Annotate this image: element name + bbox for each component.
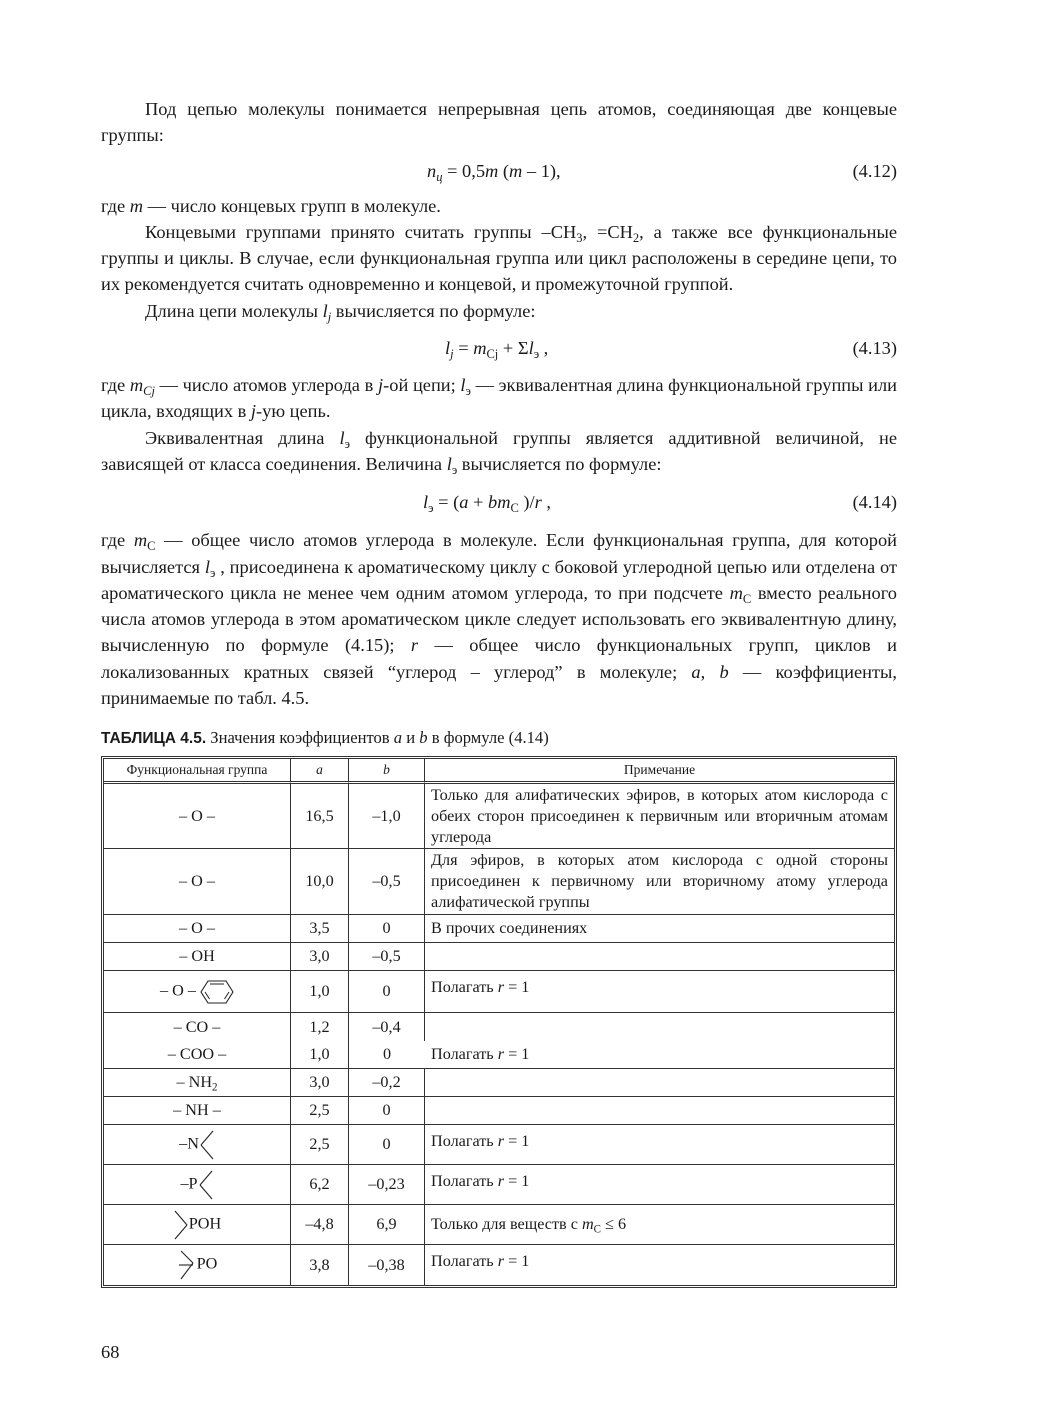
cell-a: 1,2 bbox=[291, 1013, 349, 1041]
cell-group: – O – bbox=[104, 915, 291, 943]
cell-note bbox=[425, 1097, 894, 1125]
cell-b: –0,5 bbox=[349, 849, 425, 915]
cell-a: 1,0 bbox=[291, 1041, 349, 1069]
equation-number: (4.13) bbox=[852, 338, 897, 359]
paragraph-end-groups: Концевыми группами принято считать группы $-CH_3$, $=CH_2$, а также все функциональные группы и циклы. В случае, если функциональная группа или цикл расположены в середине цепи, то их рекомендуется считать одновременно и концевой, и промежуточной группой. bbox=[101, 221, 897, 295]
table-row bbox=[104, 1245, 894, 1285]
header-note: Примечание bbox=[425, 759, 894, 784]
cell-note: Полагать r = 1 bbox=[425, 1165, 894, 1205]
cell-note: Полагать r = 1 bbox=[425, 1013, 894, 1069]
table-row bbox=[104, 849, 894, 915]
formula-4-14-expression: $l_э = (a + bm_C$ )/r , bbox=[423, 492, 552, 516]
table-row bbox=[104, 943, 894, 971]
table-row bbox=[104, 915, 894, 943]
cell-a: 3,0 bbox=[291, 943, 349, 971]
branch-bonds-icon bbox=[198, 1175, 214, 1193]
cell-b: –0,4 bbox=[349, 1013, 425, 1041]
phosphoryl-bond-icon bbox=[177, 1255, 197, 1273]
cell-note bbox=[425, 943, 894, 971]
cell-b: –0,5 bbox=[349, 943, 425, 971]
equation-number: (4.12) bbox=[852, 160, 897, 181]
formula-4-13-expression: $l_j = m_{Cj} + \Sigma l_э$ , bbox=[445, 338, 549, 361]
formula-4-12-expression: $n_ц = 0,5m$ (m – 1), bbox=[427, 160, 561, 184]
page-number: 68 bbox=[101, 1342, 120, 1362]
cell-group: –P bbox=[104, 1165, 291, 1205]
cell-b: 0 bbox=[349, 971, 425, 1013]
cell-b: 0 bbox=[349, 915, 425, 943]
cell-group: – O – bbox=[104, 784, 291, 849]
table-row bbox=[104, 1013, 894, 1041]
paragraph-mc-definition: где $m_C$ — общее число атомов углерода в молекуле. Если функциональная группа, для которой вычисляется $l_э$ , присоединена к ароматическому циклу с боковой углеродной цепью или отделена от ароматического цикла не менее чем одним атомом углерода, то при подсчете $m_C$ вместо реального числа атомов углерода в этом ароматическом цикле следует использовать его эквивалентную длину, вычисленную по формуле (4.15); r — общее число функциональных групп, циклов и локализованных кратных связей “углерод – углерод” в молекуле; a, b — коэффициенты, принимаемые по табл. 4.5. bbox=[101, 530, 897, 709]
equation-number: (4.14) bbox=[852, 492, 897, 513]
cell-a: 3,5 bbox=[291, 915, 349, 943]
cell-group: POH bbox=[104, 1205, 291, 1245]
cell-group: – O – bbox=[104, 849, 291, 915]
cell-a: 10,0 bbox=[291, 849, 349, 915]
cell-b: 0 bbox=[349, 1125, 425, 1165]
paragraph-m-definition: где m — число концевых групп в молекуле. bbox=[101, 195, 441, 216]
cell-b: 0 bbox=[349, 1041, 425, 1069]
table-caption: ТАБЛИЦА 4.5. Значения коэффициентов a и b в формуле (4.14) bbox=[101, 728, 549, 748]
cell-a: 16,5 bbox=[291, 784, 349, 849]
table-row bbox=[104, 1069, 894, 1097]
cell-note bbox=[425, 1069, 894, 1097]
branch-bonds-icon bbox=[173, 1215, 189, 1233]
cell-note: Для эфиров, в которых атом кислорода с одной стороны присоединен к первичному или вторичному атому углерода алифатической группы bbox=[425, 849, 894, 915]
cell-b: –0,23 bbox=[349, 1165, 425, 1205]
cell-a: 1,0 bbox=[291, 971, 349, 1013]
cell-b: –0,38 bbox=[349, 1245, 425, 1285]
table-row bbox=[104, 1097, 894, 1125]
formula-4-14 bbox=[101, 477, 897, 527]
cell-note: Полагать r = 1 bbox=[425, 1125, 894, 1165]
cell-a: 3,8 bbox=[291, 1245, 349, 1285]
cell-group: – O – bbox=[104, 971, 291, 1013]
paragraph-chain-definition: Под цепью молекулы понимается непрерывная цепь атомов, соединяющая две концевые группы: bbox=[101, 99, 897, 146]
table-row bbox=[104, 1125, 894, 1165]
cell-note: Полагать r = 1 bbox=[431, 1252, 530, 1271]
cell-note: Полагать r = 1 bbox=[425, 971, 894, 1013]
cell-b: –1,0 bbox=[349, 784, 425, 849]
benzene-ring-icon bbox=[200, 982, 234, 1000]
cell-note: Только для веществ с $m_C \le 6$ bbox=[425, 1205, 894, 1245]
cell-group: – COO – bbox=[104, 1041, 291, 1069]
table-row bbox=[104, 784, 894, 849]
coefficients-table bbox=[101, 756, 897, 1288]
cell-b: 6,9 bbox=[349, 1205, 425, 1245]
cell-group: – OH bbox=[104, 943, 291, 971]
paragraph-equivalent-length: Эквивалентная длина $l_э$ функциональной группы является аддитивной величиной, не зависящей от класса соединения. Величина $l_э$ вычисляется по формуле: bbox=[101, 427, 897, 477]
cell-a: –4,8 bbox=[291, 1205, 349, 1245]
cell-note: Только для алифатических эфиров, в которых атом кислорода с обеих сторон присоединен к первичным или вторичным атомам углерода bbox=[425, 784, 894, 849]
cell-group: PO bbox=[104, 1245, 291, 1285]
table-row bbox=[104, 1205, 894, 1245]
header-functional-group: Функциональная группа bbox=[104, 759, 291, 784]
formula-4-12 bbox=[101, 149, 897, 193]
cell-note: В прочих соединениях bbox=[425, 915, 894, 943]
page-content bbox=[101, 0, 897, 1288]
paragraph-chain-length: Длина цепи молекулы $l_j$ вычисляется по формуле: bbox=[145, 300, 536, 324]
cell-group: – CO – bbox=[104, 1013, 291, 1041]
cell-a: 3,0 bbox=[291, 1069, 349, 1097]
formula-4-13 bbox=[101, 324, 897, 372]
cell-b: 0 bbox=[349, 1097, 425, 1125]
cell-a: 6,2 bbox=[291, 1165, 349, 1205]
cell-b: –0,2 bbox=[349, 1069, 425, 1097]
cell-a: 2,5 bbox=[291, 1097, 349, 1125]
cell-group: – $NH_2$ bbox=[104, 1069, 291, 1097]
table-header-row bbox=[104, 759, 894, 784]
branch-bonds-icon bbox=[199, 1135, 215, 1153]
table-row bbox=[104, 1165, 894, 1205]
cell-a: 2,5 bbox=[291, 1125, 349, 1165]
header-a: a bbox=[291, 759, 349, 784]
cell-group: –N bbox=[104, 1125, 291, 1165]
cell-group: – NH – bbox=[104, 1097, 291, 1125]
paragraph-mcj-definition: где $m_{Cj}$ — число атомов углерода в j-ой цепи; $l_э$ — эквивалентная длина функциональной группы или цикла, входящих в j-ую цепь. bbox=[101, 375, 898, 422]
header-b: b bbox=[349, 759, 425, 784]
table-row bbox=[104, 971, 894, 1013]
